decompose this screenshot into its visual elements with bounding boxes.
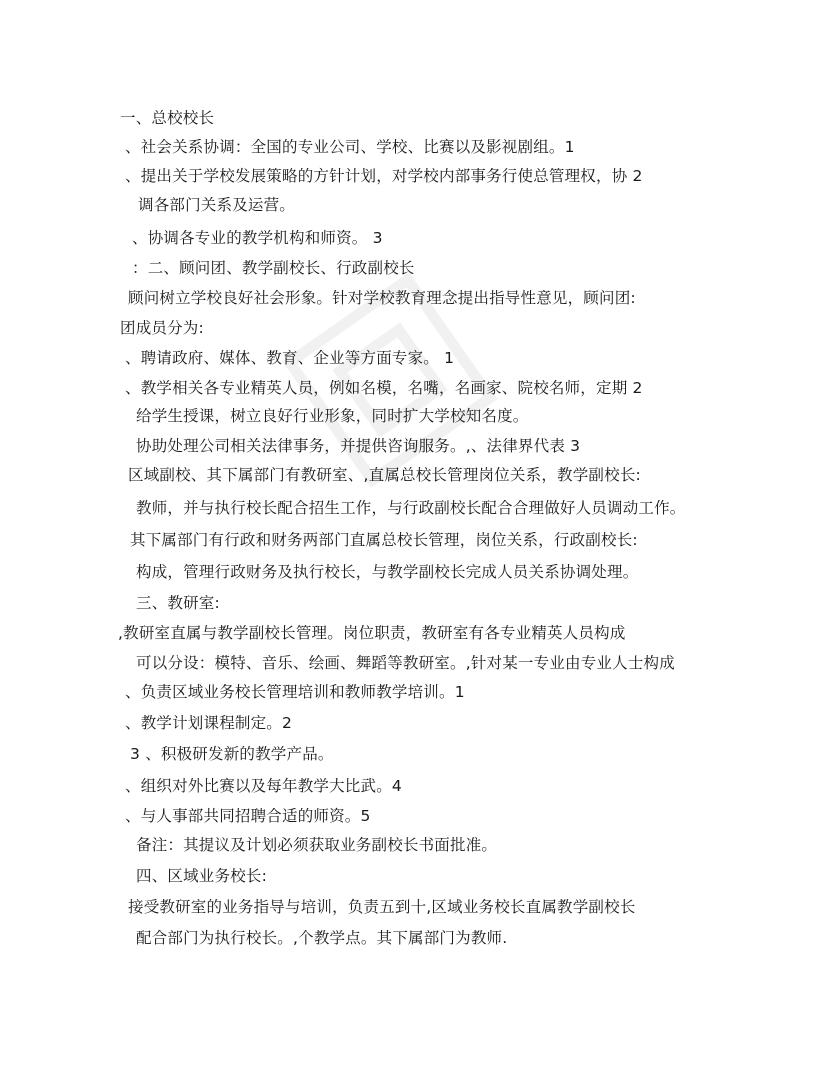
text-line: 、教学计划课程制定。2 — [125, 714, 293, 732]
text-line: 备注：其提议及计划必须获取业务副校长书面批准。 — [136, 836, 498, 854]
text-line: 团成员分为: — [120, 319, 204, 337]
text-line: 、社会关系协调：全国的专业公司、学校、比赛以及影视剧组。1 — [125, 138, 575, 156]
text-line: 三、教研室: — [136, 594, 220, 612]
text-line: 可以分设：模特、音乐、绘画、舞蹈等教研室。,针对某一专业由专业人士构成 — [136, 654, 675, 672]
text-line: 顾问树立学校良好社会形象。针对学校教育理念提出指导性意见，顾问团: — [128, 289, 636, 307]
text-line: 、协调各专业的教学机构和师资。 3 — [132, 229, 383, 247]
text-line: ：二、顾问团、教学副校长、行政副校长 — [132, 259, 415, 277]
text-line: 配合部门为执行校长。,个教学点。其下属部门为教师. — [136, 929, 508, 947]
text-line: 构成，管理行政财务及执行校长，与教学副校长完成人员关系协调处理。 — [136, 563, 639, 581]
text-line: 接受教研室的业务指导与培训，负责五到十,区域业务校长直属教学副校长 — [128, 898, 636, 916]
text-line: 其下属部门有行政和财务两部门直属总校长管理，岗位关系，行政副校长: — [130, 531, 638, 549]
text-line: 、提出关于学校发展策略的方针计划，对学校内部事务行使总管理权，协 2 — [125, 167, 643, 185]
text-line: 、组织对外比赛以及每年教学大比武。4 — [125, 777, 402, 795]
text-line: 给学生授课，树立良好行业形象，同时扩大学校知名度。 — [136, 407, 529, 425]
text-line: 四、区域业务校长: — [136, 867, 268, 885]
text-line: 教师，并与执行校长配合招生工作，与行政副校长配合合理做好人员调动工作。 — [136, 499, 686, 517]
text-line: ,教研室直属与教学副校长管理。岗位职责，教研室有各专业精英人员构成 — [118, 624, 626, 642]
text-line: 、与人事部共同招聘合适的师资。5 — [125, 807, 371, 825]
text-line: 、负责区域业务校长管理培训和教师教学培训。1 — [125, 683, 465, 701]
text-line: 3 、积极研发新的教学产品。 — [130, 745, 334, 763]
text-line: 协助处理公司相关法律事务，并提供咨询服务。,、法律界代表 3 — [136, 437, 581, 455]
text-line: 调各部门关系及运营。 — [138, 196, 296, 214]
text-line: 、聘请政府、媒体、教育、企业等方面专家。 1 — [125, 349, 455, 367]
text-line: 一、总校校长 — [120, 109, 215, 127]
text-line: 区域副校、其下属部门有教研室、,直属总校长管理岗位关系，教学副校长: — [128, 466, 641, 484]
text-line: 、教学相关各专业精英人员，例如名模，名嘴，名画家、院校名师，定期 2 — [125, 379, 643, 397]
